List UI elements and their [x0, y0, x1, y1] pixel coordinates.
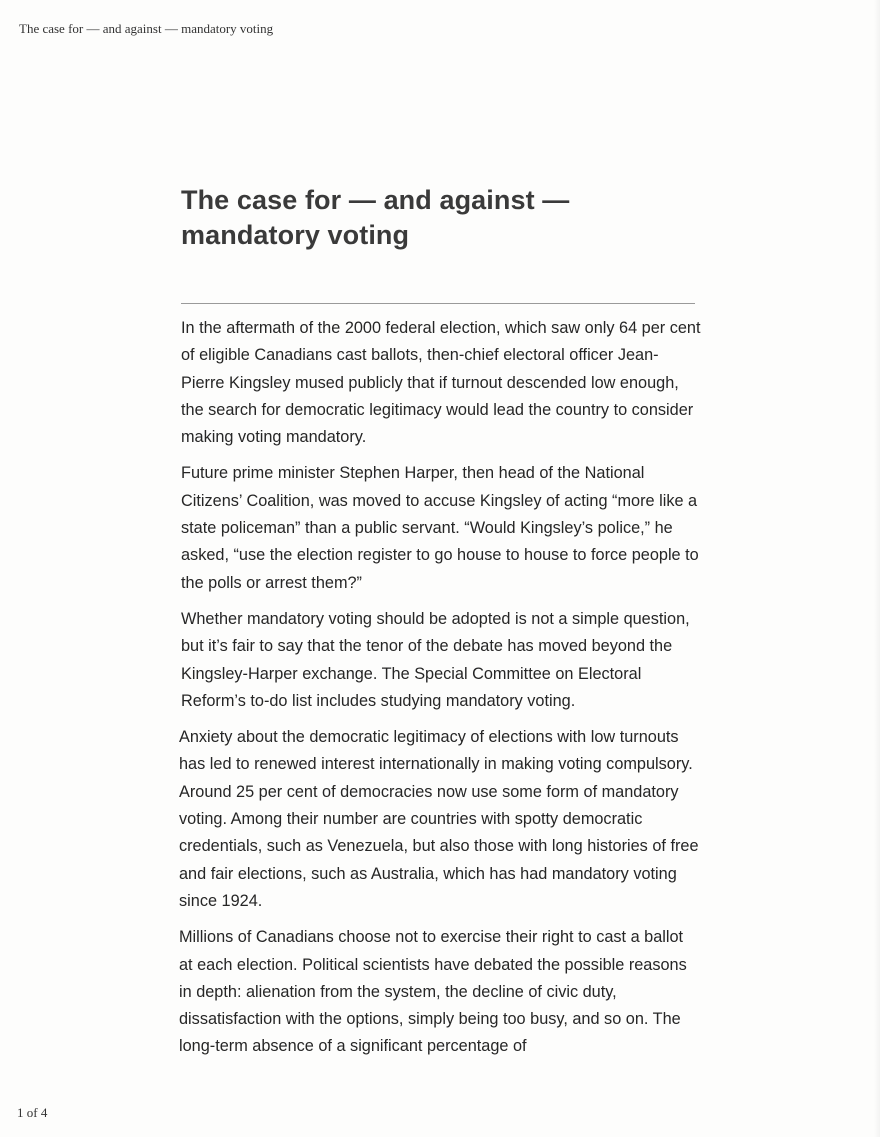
title-line-1: The case for — and against — [181, 185, 570, 215]
page-number: 1 of 4 [17, 1105, 48, 1120]
paragraph: Anxiety about the democratic legitimacy of elections with low turnouts has led to renewed interest internationally in making voting compulsory. Around 25 per cent of democracies now use some form of mandatory voting. Among their number are countries with spotty democratic credentials, such as Venezuela, but also those with long histories of free and fair elections, such as Australia, which has had mandatory voting since 1924. [179, 728, 699, 910]
article [179, 183, 701, 1056]
paragraph: Whether mandatory voting should be adopted is not a simple question, but it’s fair to say that the tenor of the debate has moved beyond the Kingsley-Harper exchange. The Special Committee on Electoral Reform’s to-do list includes studying mandatory voting. [181, 609, 690, 710]
paragraph: Future prime minister Stephen Harper, then head of the National Citizens’ Coalition, was moved to accuse Kingsley of acting “more like a state policeman” than a public servant. “Would Kingsley’s police,” he asked, “use the election register to go house to house to force people to the polls or arrest them?” [181, 464, 699, 592]
article-title [181, 183, 701, 253]
article-body [181, 315, 701, 1070]
title-divider [181, 303, 695, 304]
paragraph: Millions of Canadians choose not to exercise their right to cast a ballot at each election. Political scientists have debated the possible reasons in depth: alienation from the system, the decline of civic duty, dissatisfaction with the options, simply being too busy, and so on. The long-term absence of a significant percentage of [179, 928, 687, 1056]
scan-edge [874, 0, 880, 1137]
paragraph: In the aftermath of the 2000 federal election, which saw only 64 per cent of eligible Canadians cast ballots, then-chief electoral officer Jean-Pierre Kingsley mused publicly that if turnout descended low enough, the search for democratic legitimacy would lead the country to consider making voting mandatory. [181, 319, 701, 447]
running-header: The case for — and against — mandatory voting [19, 21, 274, 36]
title-line-2: mandatory voting [181, 220, 410, 250]
